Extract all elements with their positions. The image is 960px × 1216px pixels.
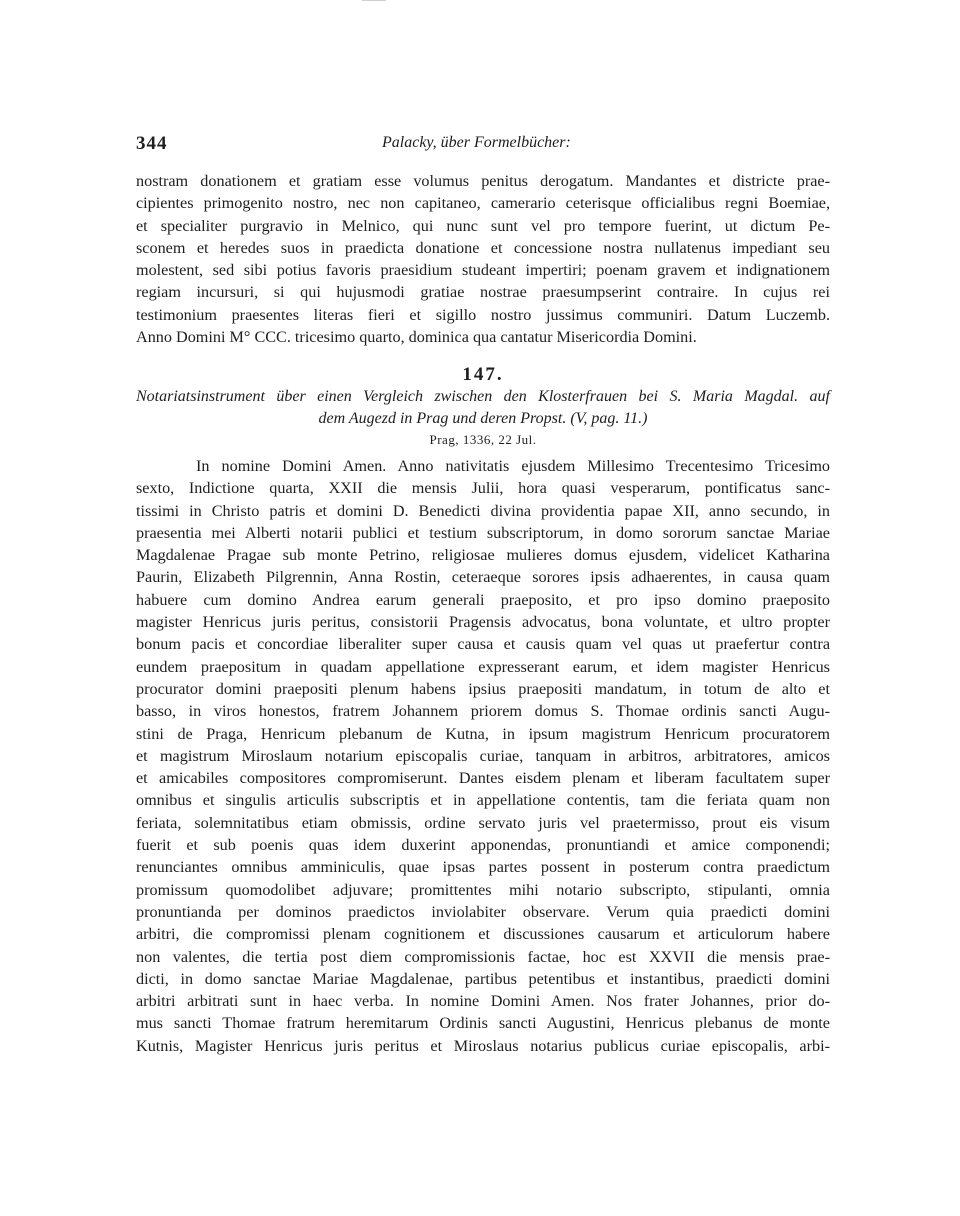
text-line: stini de Praga, Henricum plebanum de Kutna, in ipsum magistrum Henricum procuratorem [136, 724, 830, 743]
text-line: habuere cum domino Andrea earum generali praeposito, et pro ipso domino praeposito [136, 590, 830, 609]
text-line: omnibus et singulis articulis subscriptis et in appellatione contentis, tam die feriata quam non [136, 791, 830, 810]
continuation-paragraph [136, 170, 830, 348]
text-line: praesentia mei Alberti notarii publici et testium subscriptorum, in domo sororum sanctae Mariae [136, 523, 830, 542]
text-line: eundem praepositum in quadam appellatione expresserant earum, et idem magister Henricus [136, 657, 830, 676]
running-title: Palacky, über Formelbücher: [382, 134, 571, 151]
text-line: fuerit et sub poenis quas idem duxerint apponendas, pronuntiandi et amice componendi; [136, 836, 830, 855]
text-line: Paurin, Elizabeth Pilgrennin, Anna Rostin, ceteraeque sorores ipsis adhaerentes, in causa quam [136, 568, 830, 587]
text-line: In nomine Domini Amen. Anno nativitatis ejusdem Millesimo Trecentesimo Tricesimo [196, 457, 830, 475]
document-number: 147. [462, 364, 504, 385]
text-line: sexto, Indictione quarta, XXII die mensis Julii, hora quasi vesperarum, pontificatus sanc- [136, 479, 830, 498]
text-line: et specialiter purgravio in Melnico, qui nunc sunt vel pro tempore fuerint, ut dictum Pe- [136, 216, 830, 235]
text-line: renunciantes omnibus amminiculis, quae ipsas partes possent in posterum contra praedictum [136, 858, 830, 877]
text-line: basso, in viros honestos, fratrem Johannem priorem domus S. Thomae ordinis sancti Augu- [136, 702, 830, 721]
title-line: dem Augezd in Prag und deren Propst. (V, pag. 11.) [318, 410, 648, 427]
text-line: magister Henricus juris peritus, consistorii Pragensis advocatus, bona voluntate, et ultro propter [136, 613, 830, 632]
text-line: Anno Domini M° CCC. tricesimo quarto, dominica qua cantatur Misericordia Domini. [136, 328, 697, 347]
text-line: Magdalenae Pragae sub monte Petrino, religiosae mulieres domus ejusdem, videlicet Katharina [136, 546, 830, 565]
text-line: tissimi in Christo patris et domini D. Benedicti divina providentia papae XII, anno secundo, in [136, 501, 830, 520]
text-line: et amicabiles compositores compromiserunt. Dantes eisdem plenam et liberam facultatem super [136, 769, 830, 788]
text-line: promissum quomodolibet adjuvare; promittentes mihi notario subscripto, stipulanti, omnia [136, 880, 830, 899]
text-line: nostram donationem et gratiam esse volumus penitus derogatum. Mandantes et districte prae- [136, 172, 830, 190]
text-line: sconem et heredes suos in praedicta donatione et concessione nostra nullatenus impediant seu [136, 238, 830, 257]
text-line: mus sancti Thomae fratrum heremitarum Ordinis sancti Augustini, Henricus plebanus de monte [136, 1014, 830, 1033]
document-title [136, 386, 830, 430]
title-line: Notariatsinstrument über einen Vergleich zwischen den Klosterfrauen bei S. Maria Magdal. auf [136, 388, 830, 405]
page-number: 344 [136, 133, 168, 154]
text-line: feriata, solemnitatibus etiam obmissis, ordine servato juris vel praetermisso, prout eis visum [136, 813, 830, 832]
text-line: Kutnis, Magister Henricus juris peritus et Miroslaus notarius publicus curiae episcopalis, arbi- [136, 1036, 830, 1055]
text-line: non valentes, die tertia post diem compromissionis factae, hoc est XXVII die mensis prae- [136, 947, 830, 966]
text-line: dicti, in domo sanctae Mariae Magdalenae, partibus petentibus et instantibus, praedicti domini [136, 969, 830, 988]
text-line: arbitri, die compromissi plenam cognitionem et discussiones causarum et articulorum habere [136, 925, 830, 944]
text-line: regiam incursuri, si qui hujusmodi gratiae nostrae praesumpserint contraire. In cujus rei [136, 283, 830, 302]
page-header [136, 133, 830, 157]
text-line: testimonium praesentes literas fieri et sigillo nostro jussimus communiri. Datum Luczemb. [136, 305, 830, 324]
document-body [136, 455, 830, 1057]
text-line: arbitri arbitrati sunt in haec verba. In nomine Domini Amen. Nos frater Johannes, prior do- [136, 992, 830, 1011]
text-line: cipientes primogenito nostro, nec non capitaneo, camerario ceterisque officialibus regni Boemiae, [136, 194, 830, 213]
dateline: Prag, 1336, 22 Jul. [429, 432, 537, 447]
scan-edge-mark [362, 0, 386, 1]
text-line: pronuntianda per dominos praedictos inviolabiter observare. Verum quia praedicti domini [136, 902, 830, 921]
text-line: molestent, sed sibi potius favoris praesidium studeant impertiri; poenam gravem et indignationem [136, 261, 830, 280]
text-line: et magistrum Miroslaum notarium episcopalis curiae, tanquam in arbitros, arbitratores, amicos [136, 746, 830, 765]
text-line: bonum pacis et concordiae liberaliter super causa et causis quam vel quas ut praefertur contra [136, 635, 830, 654]
text-line: procurator domini praepositi plenum habens ipsius praepositi mandatum, in totum de alto et [136, 679, 830, 698]
